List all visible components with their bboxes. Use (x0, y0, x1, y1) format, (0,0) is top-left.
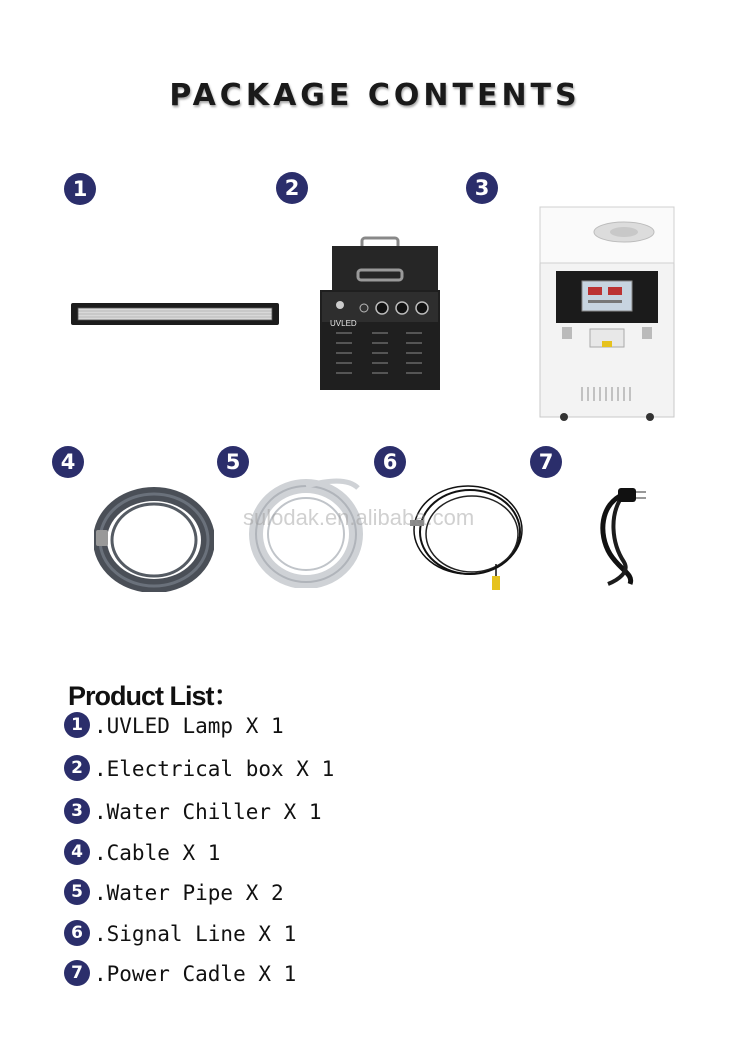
list-item-text: .Water Pipe X 2 (94, 881, 284, 905)
badge-4: 4 (52, 446, 84, 478)
water-chiller-image (538, 205, 678, 423)
badge-1: 1 (64, 173, 96, 205)
list-item-text: .Power Cadle X 1 (94, 962, 297, 986)
cable-coil-image (94, 486, 214, 592)
list-badge: 6 (64, 920, 90, 946)
water-pipe-image (248, 476, 364, 588)
list-badge: 3 (64, 798, 90, 824)
watermark: sulodak.en.alibaba.com (243, 505, 475, 530)
badge-6: 6 (374, 446, 406, 478)
list-badge: 1 (64, 712, 90, 738)
list-item-text: .UVLED Lamp X 1 (94, 714, 284, 738)
uvled-lamp-image (70, 300, 280, 328)
page-title: PACKAGE CONTENTS (169, 78, 581, 113)
list-item-text: .Signal Line X 1 (94, 922, 297, 946)
badge-7: 7 (530, 446, 562, 478)
badge-5: 5 (217, 446, 249, 478)
list-item-text: .Electrical box X 1 (94, 757, 335, 781)
list-badge: 2 (64, 755, 90, 781)
signal-line-image (408, 484, 526, 600)
power-cord-image (594, 484, 652, 590)
list-item-text: .Water Chiller X 1 (94, 800, 322, 824)
list-item-text: .Cable X 1 (94, 841, 221, 865)
list-badge: 7 (64, 960, 90, 986)
uvled-panel-label: UVLED (330, 319, 357, 328)
list-badge: 5 (64, 879, 90, 905)
list-badge: 4 (64, 839, 90, 865)
badge-2: 2 (276, 172, 308, 204)
electrical-box-image (318, 236, 444, 392)
badge-3: 3 (466, 172, 498, 204)
product-list-title: Product List： (68, 681, 240, 711)
